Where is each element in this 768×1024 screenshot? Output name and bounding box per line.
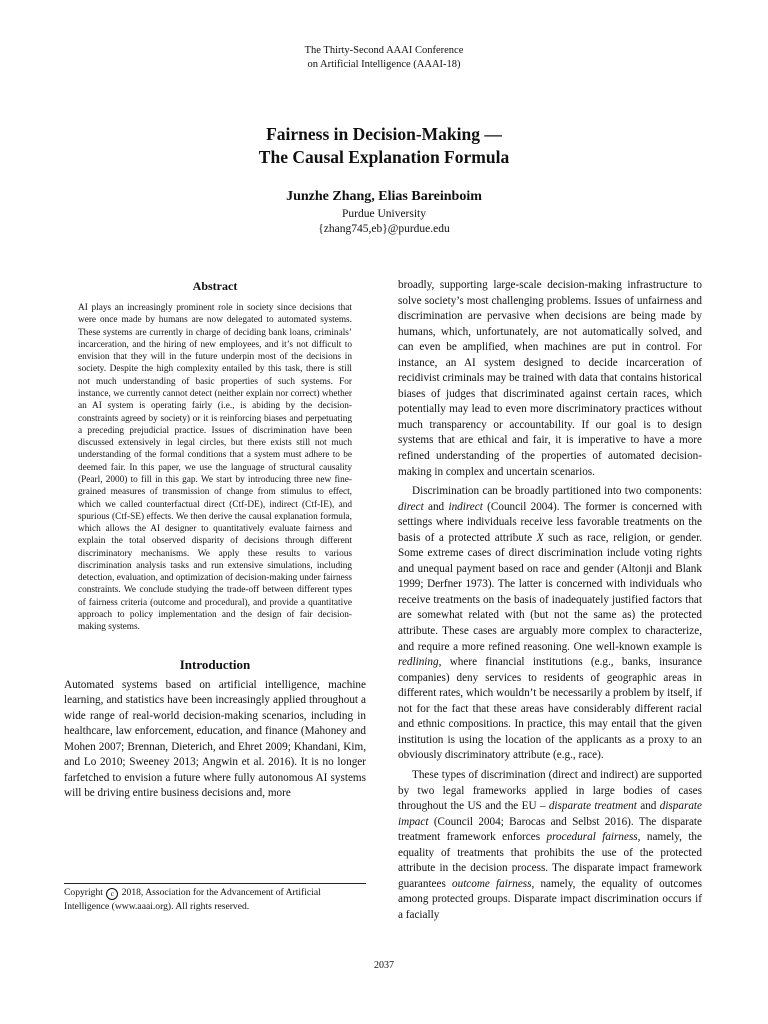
text-run: Discrimination can be broadly partitioned into two components: — [412, 485, 702, 498]
text-run: and — [636, 800, 660, 813]
text-run: , namely, the equality of outcomes among protected groups. Disparate impact discrimination occurs if a facially — [398, 877, 702, 921]
right-column — [398, 278, 702, 923]
introduction-paragraph: Automated systems based on artificial intelligence, machine learning, and statistics have been increasingly applied throughout a wide range of real-world decision-making scenarios, including in healthcare, law enforcement, education, and finance (Mahoney and Mohen 2007; Brennan, Dieterich, and Ehret 2009; Khandani, Kim, and Lo 2010; Sweeney 2013; Angwin et al. 2016). It is no longer farfetched to envision a future where fully autonomous AI systems will be driving entire business decisions and, more — [64, 678, 366, 800]
abstract-heading: Abstract — [192, 279, 238, 293]
term-disparate-impact: disparate impact — [398, 800, 702, 828]
paragraph-discrimination-types — [398, 484, 702, 764]
text-run: and — [423, 500, 449, 513]
term-procedural-fairness: procedural fairness — [546, 831, 638, 844]
copyright-footnote — [64, 883, 366, 913]
term-disparate-treatment: disparate treatment — [548, 800, 637, 813]
title-line-2: The Causal Explanation Formula — [258, 147, 510, 167]
title-line-1: Fairness in Decision-Making — — [266, 124, 502, 144]
term-direct: direct — [398, 500, 424, 513]
conference-header — [0, 44, 768, 72]
abstract-text: AI plays an increasingly prominent role in society since decisions that were once made by humans are now delegated to automated systems. These systems are currently in charge of deciding bank loans, criminals’ incarceration, and the hiring of new employees, and it’s not difficult to envision that they will in the future underpin most of the decisions in society. Despite the high complexity entailed by this task, there is still not much understanding of basic properties of such systems. For instance, we currently cannot detect (neither explain nor correct) whether an AI system is operating fairly (i.e., is abiding by the decision-constraints agreed by society) or it is reinforcing biases and perpetuating a preceding prejudicial practice. Issues of discrimination have been discussed extensively in legal circles, but there exists still not much understanding of the formal conditions that a system must adhere to be deemed fair. In this paper, we use the language of structural causality (Pearl, 2000) to fill in this gap. We start by introducing three new fine-grained measures of transmission of change from stimulus to effect, which we called counterfactual direct (Ctf-DE), indirect (Ctf-IE), and spurious (Ctf-SE) effects. We then derive the causal explanation formula, which allows the AI designer to quantitatively evaluate fairness and explain the total observed disparity of decisions through different discriminatory mechanisms. We apply these results to various discrimination analysis tasks and run extensive simulations, including detection, evaluation, and optimization of decision-making under fairness constraints. We conclude studying the trade-off between different types of fairness criteria (outcome and procedural), and provide a quantitative approach to policy implementation and the design of fair decision-making systems. — [78, 303, 352, 633]
text-run: (Council 2004). The former is concerned with settings where individuals receive less favorable treatments on the basis of a protected attribute — [398, 500, 703, 544]
term-redlining: redlining — [398, 656, 439, 669]
paragraph-legal-frameworks — [398, 768, 702, 923]
university: Purdue University — [341, 208, 426, 220]
paper-title — [0, 123, 768, 169]
variable-x: X — [536, 531, 544, 544]
left-column — [64, 278, 366, 802]
copyright-label: Copyright — [64, 887, 103, 898]
email: {zhang745,eb}@purdue.edu — [318, 223, 450, 235]
text-run: , namely, the equality of treatments that prohibits the use of the protected attribute in the decision process. The disparate impact framework guarantees — [398, 831, 702, 890]
paragraph-continued: broadly, supporting large-scale decision-making infrastructure to solve society’s most challenging problems. Issues of unfairness and discrimination are pervasive when decisions are being made by humans, which, unfortunately, are not automatically solved, and can even be amplified, when machines are put in control. For instance, an AI system designed to decide incarceration of recidivist criminals may be trained with data that contains historical biases of judges that discriminated against certain races, which potentially may lead to even more discriminatory practices without much transparency or accountability. If our goal is to design systems that are ethical and fair, it is imperative to have a more refined understanding of the properties of automated decision-making in complex and uncertain scenarios. — [398, 279, 702, 478]
conference-line-2: on Artificial Intelligence (AAAI-18) — [307, 59, 461, 70]
introduction-heading: Introduction — [179, 656, 251, 672]
text-run: (Council 2004; Barocas and Selbst 2016). The disparate treatment framework enforces — [398, 815, 702, 844]
copyright-text: 2018, Association for the Advancement of Artificial Intelligence (www.aaai.org). All rights reserved. — [64, 887, 321, 912]
term-indirect: indirect — [448, 500, 483, 513]
text-run: such as race, religion, or gender. Some extreme cases of direct discrimination include voting rights and unequal payment based on race and gender (Altonji and Blank 1999; Derfner 1973). The latter is concerned with individuals who receive treatments on the basis of inadequately justified factors that are somewhat related with (but not the same as) the protected attribute. These cases are arguably more complex to characterize, and require a more refined reasoning. One well-known example is — [398, 531, 702, 653]
text-run: These types of discrimination (direct and indirect) are supported by two legal frameworks applied in large bodies of cases throughout the US and the EU – — [398, 768, 702, 813]
text-run: , where financial institutions (e.g., banks, insurance companies) deny services to residents of geographic areas in different rates, which wouldn’t be necessarily a problem by itself, if not for the fact that these areas have considerably different racial and ethnic compositions. In practice, this may entail that the given institution is using the location of the applicants as a proxy to an obviously discriminatory attribute (e.g., race). — [398, 656, 702, 762]
copyright-icon: c — [106, 888, 118, 900]
conference-line-1: The Thirty-Second AAAI Conference — [304, 45, 464, 56]
affiliation — [0, 207, 768, 237]
term-outcome-fairness: outcome fairness — [452, 877, 532, 890]
authors: Junzhe Zhang, Elias Bareinboim — [286, 189, 482, 204]
page-number: 2037 — [374, 960, 394, 971]
